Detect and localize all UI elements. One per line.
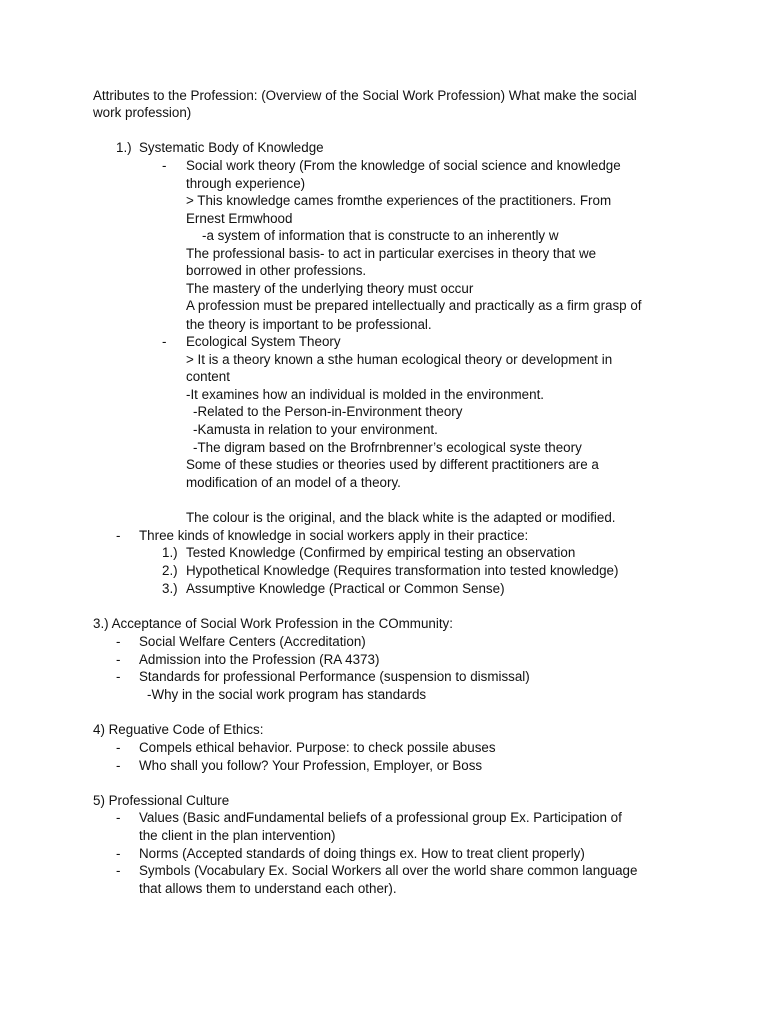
kinds-number: 2.) <box>162 563 178 578</box>
section-3-title: 3.) Acceptance of Social Work Profession in the COmmunity: <box>93 616 453 631</box>
section-1-number: 1.) <box>116 140 132 155</box>
bullet-dash: - <box>116 758 121 773</box>
bullet-dash: - <box>116 810 121 825</box>
bullet-dash: - <box>162 158 167 173</box>
swt-line: A profession must be prepared intellectually and practically as a firm grasp of <box>186 298 642 313</box>
doc-heading-line-1: Attributes to the Profession: (Overview of the Social Work Profession) What make the social <box>93 88 637 103</box>
kinds-number: 3.) <box>162 581 178 596</box>
est-line: -It examines how an individual is molded in the environment. <box>186 387 545 402</box>
kinds-item: Hypothetical Knowledge (Requires transformation into tested knowledge) <box>186 563 619 578</box>
bullet-dash: - <box>116 528 121 543</box>
swt-line: Ernest Ermwhood <box>186 211 293 226</box>
bullet-dash: - <box>116 740 121 755</box>
section-5-title: 5) Professional Culture <box>93 793 230 808</box>
bullet-dash: - <box>162 334 167 349</box>
section-1-title: Systematic Body of Knowledge <box>139 140 324 155</box>
est-line: content <box>186 369 230 384</box>
s5-item: that allows them to understand each other). <box>139 881 397 896</box>
est-line: modification of an model of a theory. <box>186 475 401 490</box>
s5-item: the client in the plan intervention) <box>139 828 336 843</box>
s5-item: Values (Basic andFundamental beliefs of a professional group Ex. Participation of <box>139 810 622 825</box>
section-4-title: 4) Reguative Code of Ethics: <box>93 722 264 737</box>
s3-item: Admission into the Profession (RA 4373) <box>139 652 380 667</box>
swt-line: borrowed in other professions. <box>186 263 367 278</box>
bullet-dash: - <box>116 669 121 684</box>
est-line: The colour is the original, and the black white is the adapted or modified. <box>186 510 616 525</box>
swt-line: The professional basis- to act in particular exercises in theory that we <box>186 246 597 261</box>
s4-item: Compels ethical behavior. Purpose: to check possile abuses <box>139 740 496 755</box>
kinds-item: Tested Knowledge (Confirmed by empirical testing an observation <box>186 545 576 560</box>
est-line: -Kamusta in relation to your environment. <box>193 422 438 437</box>
bullet-dash: - <box>116 846 121 861</box>
s3-sub: -Why in the social work program has standards <box>147 687 427 702</box>
bullet-dash: - <box>116 652 121 667</box>
bullet-dash: - <box>116 863 121 878</box>
est-line: Some of these studies or theories used by different practitioners are a <box>186 457 599 472</box>
swt-line: through experience) <box>186 176 306 191</box>
swt-line: Social work theory (From the knowledge of social science and knowledge <box>186 158 621 173</box>
est-line: Ecological System Theory <box>186 334 341 349</box>
swt-line: The mastery of the underlying theory must occur <box>186 281 474 296</box>
swt-line: > This knowledge cames fromthe experiences of the practitioners. From <box>186 193 612 208</box>
s3-item: Social Welfare Centers (Accreditation) <box>139 634 366 649</box>
doc-heading-line-2: work profession) <box>93 105 192 120</box>
s4-item: Who shall you follow? Your Profession, Employer, or Boss <box>139 758 483 773</box>
s5-item: Symbols (Vocabulary Ex. Social Workers all over the world share common language <box>139 863 638 878</box>
est-line: > It is a theory known a sthe human ecological theory or development in <box>186 352 613 367</box>
s3-item: Standards for professional Performance (suspension to dismissal) <box>139 669 530 684</box>
kinds-number: 1.) <box>162 545 178 560</box>
s5-item: Norms (Accepted standards of doing things ex. How to treat client properly) <box>139 846 585 861</box>
est-line: -The digram based on the Brofrnbrenner’s ecological syste theory <box>193 440 582 455</box>
swt-line: -a system of information that is constructe to an inherently w <box>202 228 559 243</box>
est-line: -Related to the Person-in-Environment theory <box>193 404 463 419</box>
swt-line: the theory is important to be professional. <box>186 317 432 332</box>
kinds-intro: Three kinds of knowledge in social workers apply in their practice: <box>139 528 529 543</box>
kinds-item: Assumptive Knowledge (Practical or Common Sense) <box>186 581 505 596</box>
bullet-dash: - <box>116 634 121 649</box>
